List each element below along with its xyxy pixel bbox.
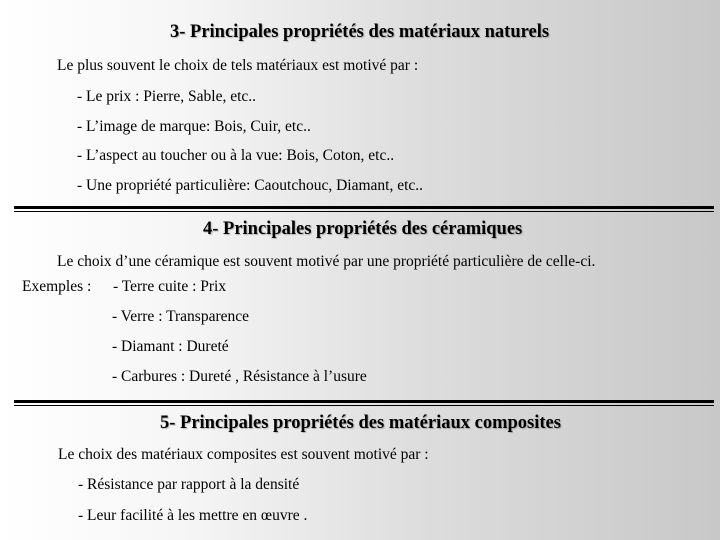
section-5-item: - Résistance par rapport à la densité (78, 476, 300, 493)
section-3-item: - L’aspect au toucher ou à la vue: Bois, Coton, etc.. (77, 147, 395, 164)
section-3-title: 3- Principales propriétés des matériaux naturels (170, 22, 550, 42)
section-4-item: - Carbures : Dureté , Résistance à l’usure (112, 368, 367, 385)
section-4-item: - Verre : Transparence (112, 308, 250, 325)
section-4-item: - Terre cuite : Prix (113, 278, 227, 295)
section-divider (14, 400, 714, 406)
section-3-intro: Le plus souvent le choix de tels matériaux est motivé par : (57, 57, 419, 74)
section-5-intro: Le choix des matériaux composites est souvent motivé par : (58, 446, 429, 463)
section-4-title: 4- Principales propriétés des céramiques (203, 219, 523, 239)
section-5-title: 5- Principales propriétés des matériaux composites (160, 413, 561, 433)
examples-label: Exemples : (22, 278, 92, 295)
section-3-item: - Une propriété particulière: Caoutchouc, Diamant, etc.. (77, 177, 424, 194)
section-3-item: - L’image de marque: Bois, Cuir, etc.. (77, 118, 311, 135)
section-5-item: - Leur facilité à les mettre en œuvre . (78, 507, 308, 524)
section-4-intro: Le choix d’une céramique est souvent motivé par une propriété particulière de celle-ci. (57, 253, 596, 270)
section-4-item: - Diamant : Dureté (112, 338, 229, 355)
section-divider (14, 206, 714, 212)
section-3-item: - Le prix : Pierre, Sable, etc.. (77, 88, 257, 105)
